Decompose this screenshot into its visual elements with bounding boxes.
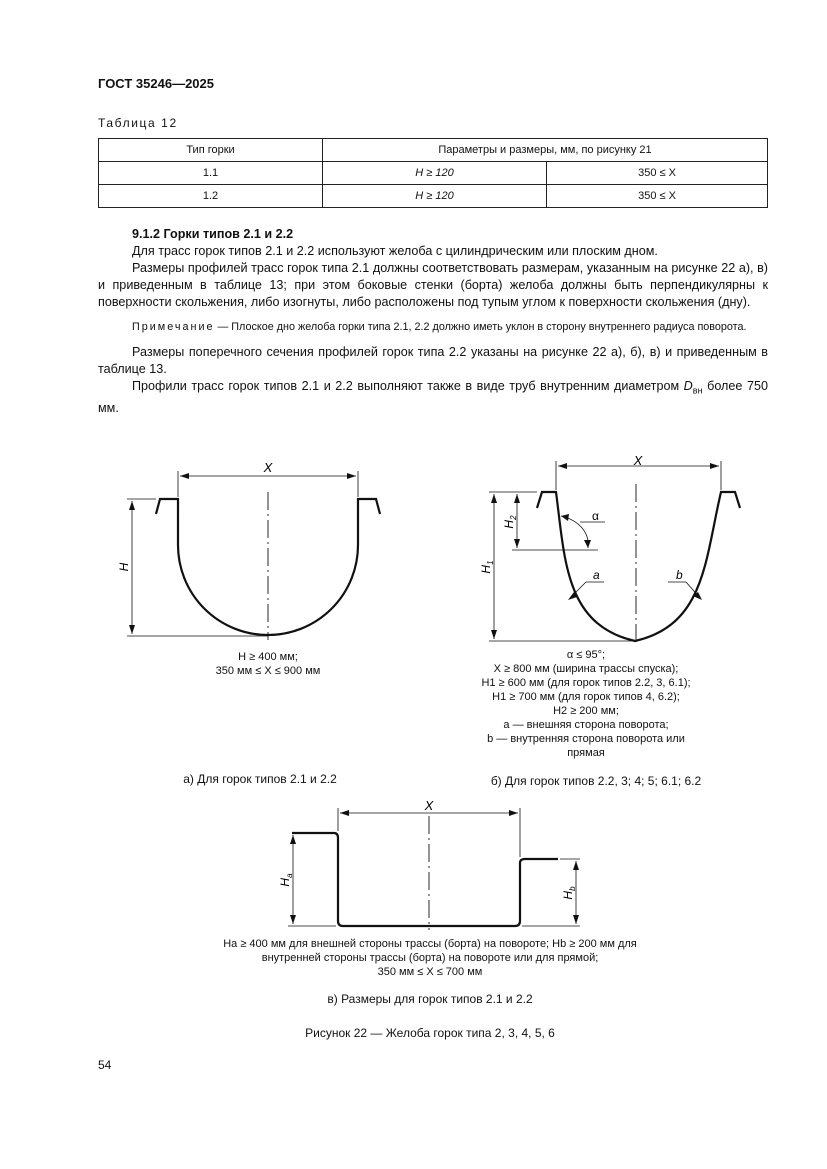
table-cell: 350 ≤ X xyxy=(547,185,768,208)
label-alpha: α xyxy=(592,509,599,523)
paragraph-text: более 750 мм. xyxy=(98,379,768,415)
label-x: X xyxy=(633,453,643,468)
note-line: прямая xyxy=(567,747,605,759)
note-label: Примечание xyxy=(132,321,215,333)
note-line: 350 мм ≤ X ≤ 900 мм xyxy=(215,665,321,677)
section-heading: 9.1.2 Горки типов 2.1 и 2.2 xyxy=(132,227,294,241)
label-h2-sub: 2 xyxy=(509,515,518,520)
label-hb xyxy=(561,886,577,900)
paragraph: Для трасс горок типов 2.1 и 2.2 используют желоба с цилиндрическим или плоским дном. xyxy=(132,244,658,258)
label-h1-main: H xyxy=(479,564,493,574)
label-b: b xyxy=(676,568,683,582)
document-header: ГОСТ 35246—2025 xyxy=(98,76,214,91)
label-ha-sub: a xyxy=(285,873,294,878)
note-line: X ≥ 800 мм (ширина трассы спуска); xyxy=(493,663,679,675)
figure-a-caption: а) Для горок типов 2.1 и 2.2 xyxy=(183,772,337,786)
paragraph-text: Профили трасс горок типов 2.1 и 2.2 выполняют также в виде труб внутренним диаметром xyxy=(132,379,684,393)
note-line: H2 ≥ 200 мм; xyxy=(553,705,619,717)
note-text: — Плоское дно желоба горки типа 2.1, 2.2 должно иметь уклон в сторону внутреннего радиуса поворота. xyxy=(214,321,747,333)
label-h2-main: H xyxy=(502,519,516,529)
label-x: X xyxy=(424,798,434,813)
table-caption: Таблица 12 xyxy=(98,116,178,130)
label-hb-sub: b xyxy=(568,886,577,891)
note-line: H1 ≥ 600 мм (для горок типов 2.2, 3, 6.1); xyxy=(481,677,691,689)
table-cell: 1.2 xyxy=(99,185,323,208)
figure-b-caption: б) Для горок типов 2.2, 3; 4; 5; 6.1; 6.2 xyxy=(490,774,702,788)
note-line: 350 мм ≤ X ≤ 700 мм xyxy=(377,966,483,978)
note-line: Ha ≥ 400 мм для внешней стороны трассы (борта) на повороте; Hb ≥ 200 мм для xyxy=(223,938,637,950)
var-d-sub: вн xyxy=(692,385,703,396)
note-line: H ≥ 400 мм; xyxy=(238,651,298,663)
paragraph: Размеры профилей трасс горок типа 2.1 должны соответствовать размерам, указанным на рисунке 22 а), в) и приведенным в таблице 13; при этом боковые стенки (борта) желоба должны быть перпендикулярны к поверхности скольжения, либо изогнуты, либо расположены под тупым углом к поверхности скольжения (дну). xyxy=(98,261,768,309)
table-cell: 1.1 xyxy=(99,162,323,185)
page-number: 54 xyxy=(98,1058,112,1072)
figure-title: Рисунок 22 — Желоба горок типа 2, 3, 4, 5, 6 xyxy=(305,1026,555,1040)
note-line: внутренней стороны трассы (борта) на повороте или для прямой; xyxy=(261,952,599,964)
paragraph: Размеры поперечного сечения профилей горок типа 2.2 указаны на рисунке 22 а), б), в) и приведенным в таблице 13. xyxy=(98,345,768,376)
table-cell: 350 ≤ X xyxy=(547,162,768,185)
table-cell: H ≥ 120 xyxy=(323,185,547,208)
label-ha xyxy=(278,873,294,887)
label-ha-main: H xyxy=(278,877,292,887)
table-header-cell: Параметры и размеры, мм, по рисунку 21 xyxy=(323,139,768,162)
note-line: α ≤ 95°; xyxy=(566,649,606,661)
label-a: a xyxy=(593,568,600,582)
var-d: D xyxy=(683,379,693,393)
note-line: b — внутренняя сторона поворота или xyxy=(487,733,685,745)
label-x: X xyxy=(263,460,273,475)
note-line: a — внешняя сторона поворота; xyxy=(503,719,669,731)
table-header-cell: Тип горки xyxy=(99,139,323,162)
table-cell: H ≥ 120 xyxy=(323,162,547,185)
label-hb-main: H xyxy=(561,890,575,900)
figure-c-caption: в) Размеры для горок типов 2.1 и 2.2 xyxy=(327,992,533,1006)
note-line: H1 ≥ 700 мм (для горок типов 4, 6.2); xyxy=(492,691,680,703)
label-h1-sub: 1 xyxy=(486,560,495,565)
figure-c-notes xyxy=(210,937,650,979)
label-h: H xyxy=(117,562,131,572)
